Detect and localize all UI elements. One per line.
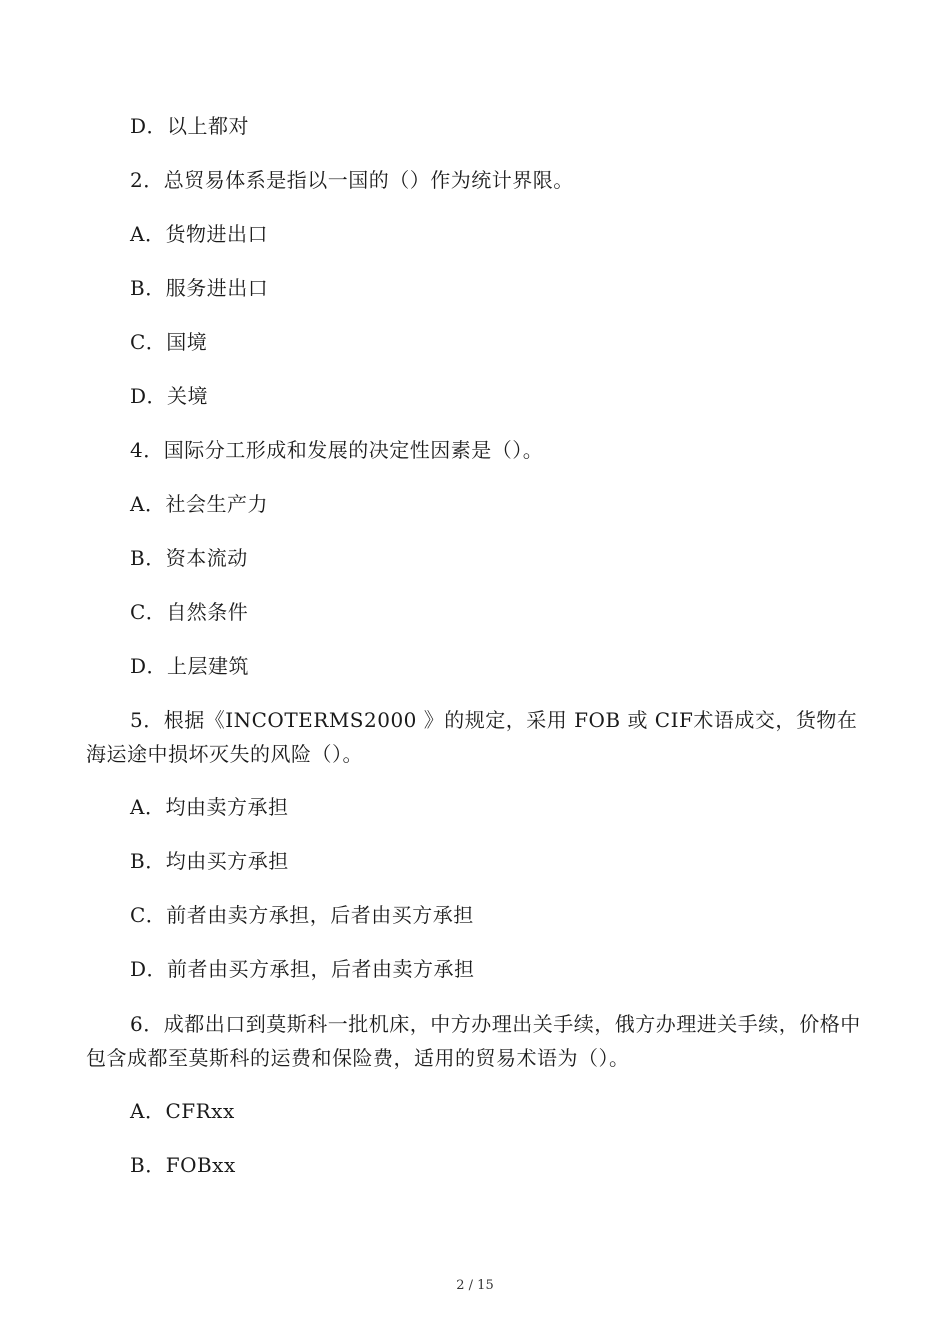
option-a-q5: A．均由卖方承担 — [130, 795, 289, 819]
question-5: 5．根据《INCOTERMS2000 》的规定，采用 FOB 或 CIF术语成交，货物在海运途中损坏灭失的风险（）。 — [86, 708, 858, 766]
option-c-q2: C．国境 — [130, 330, 208, 354]
option-a-q4: A．社会生产力 — [130, 492, 268, 516]
option-d-q1: D．以上都对 — [130, 114, 250, 138]
question-2: 2．总贸易体系是指以一国的（）作为统计界限。 — [130, 168, 574, 192]
question-6: 6．成都出口到莫斯科一批机床，中方办理出关手续，俄方办理进关手续，价格中包含成都至莫斯科的运费和保险费，适用的贸易术语为（）。 — [86, 1012, 861, 1070]
option-d-q4: D．上层建筑 — [130, 654, 250, 678]
page-number: 2 / 15 — [456, 1278, 494, 1293]
option-a-q2: A．货物进出口 — [130, 222, 268, 246]
option-d-q2: D．关境 — [130, 384, 209, 408]
question-4: 4．国际分工形成和发展的决定性因素是（）。 — [130, 438, 544, 462]
option-b-q2: B．服务进出口 — [130, 276, 269, 300]
option-b-q4: B．资本流动 — [130, 546, 248, 570]
option-c-q4: C．自然条件 — [130, 600, 249, 624]
option-d-q5: D．前者由买方承担，后者由卖方承担 — [130, 957, 475, 981]
option-c-q5: C．前者由卖方承担，后者由买方承担 — [130, 903, 474, 927]
option-b-q6: B．FOBxx — [130, 1153, 236, 1177]
option-a-q6: A．CFRxx — [130, 1099, 235, 1123]
option-b-q5: B．均由买方承担 — [130, 849, 289, 873]
